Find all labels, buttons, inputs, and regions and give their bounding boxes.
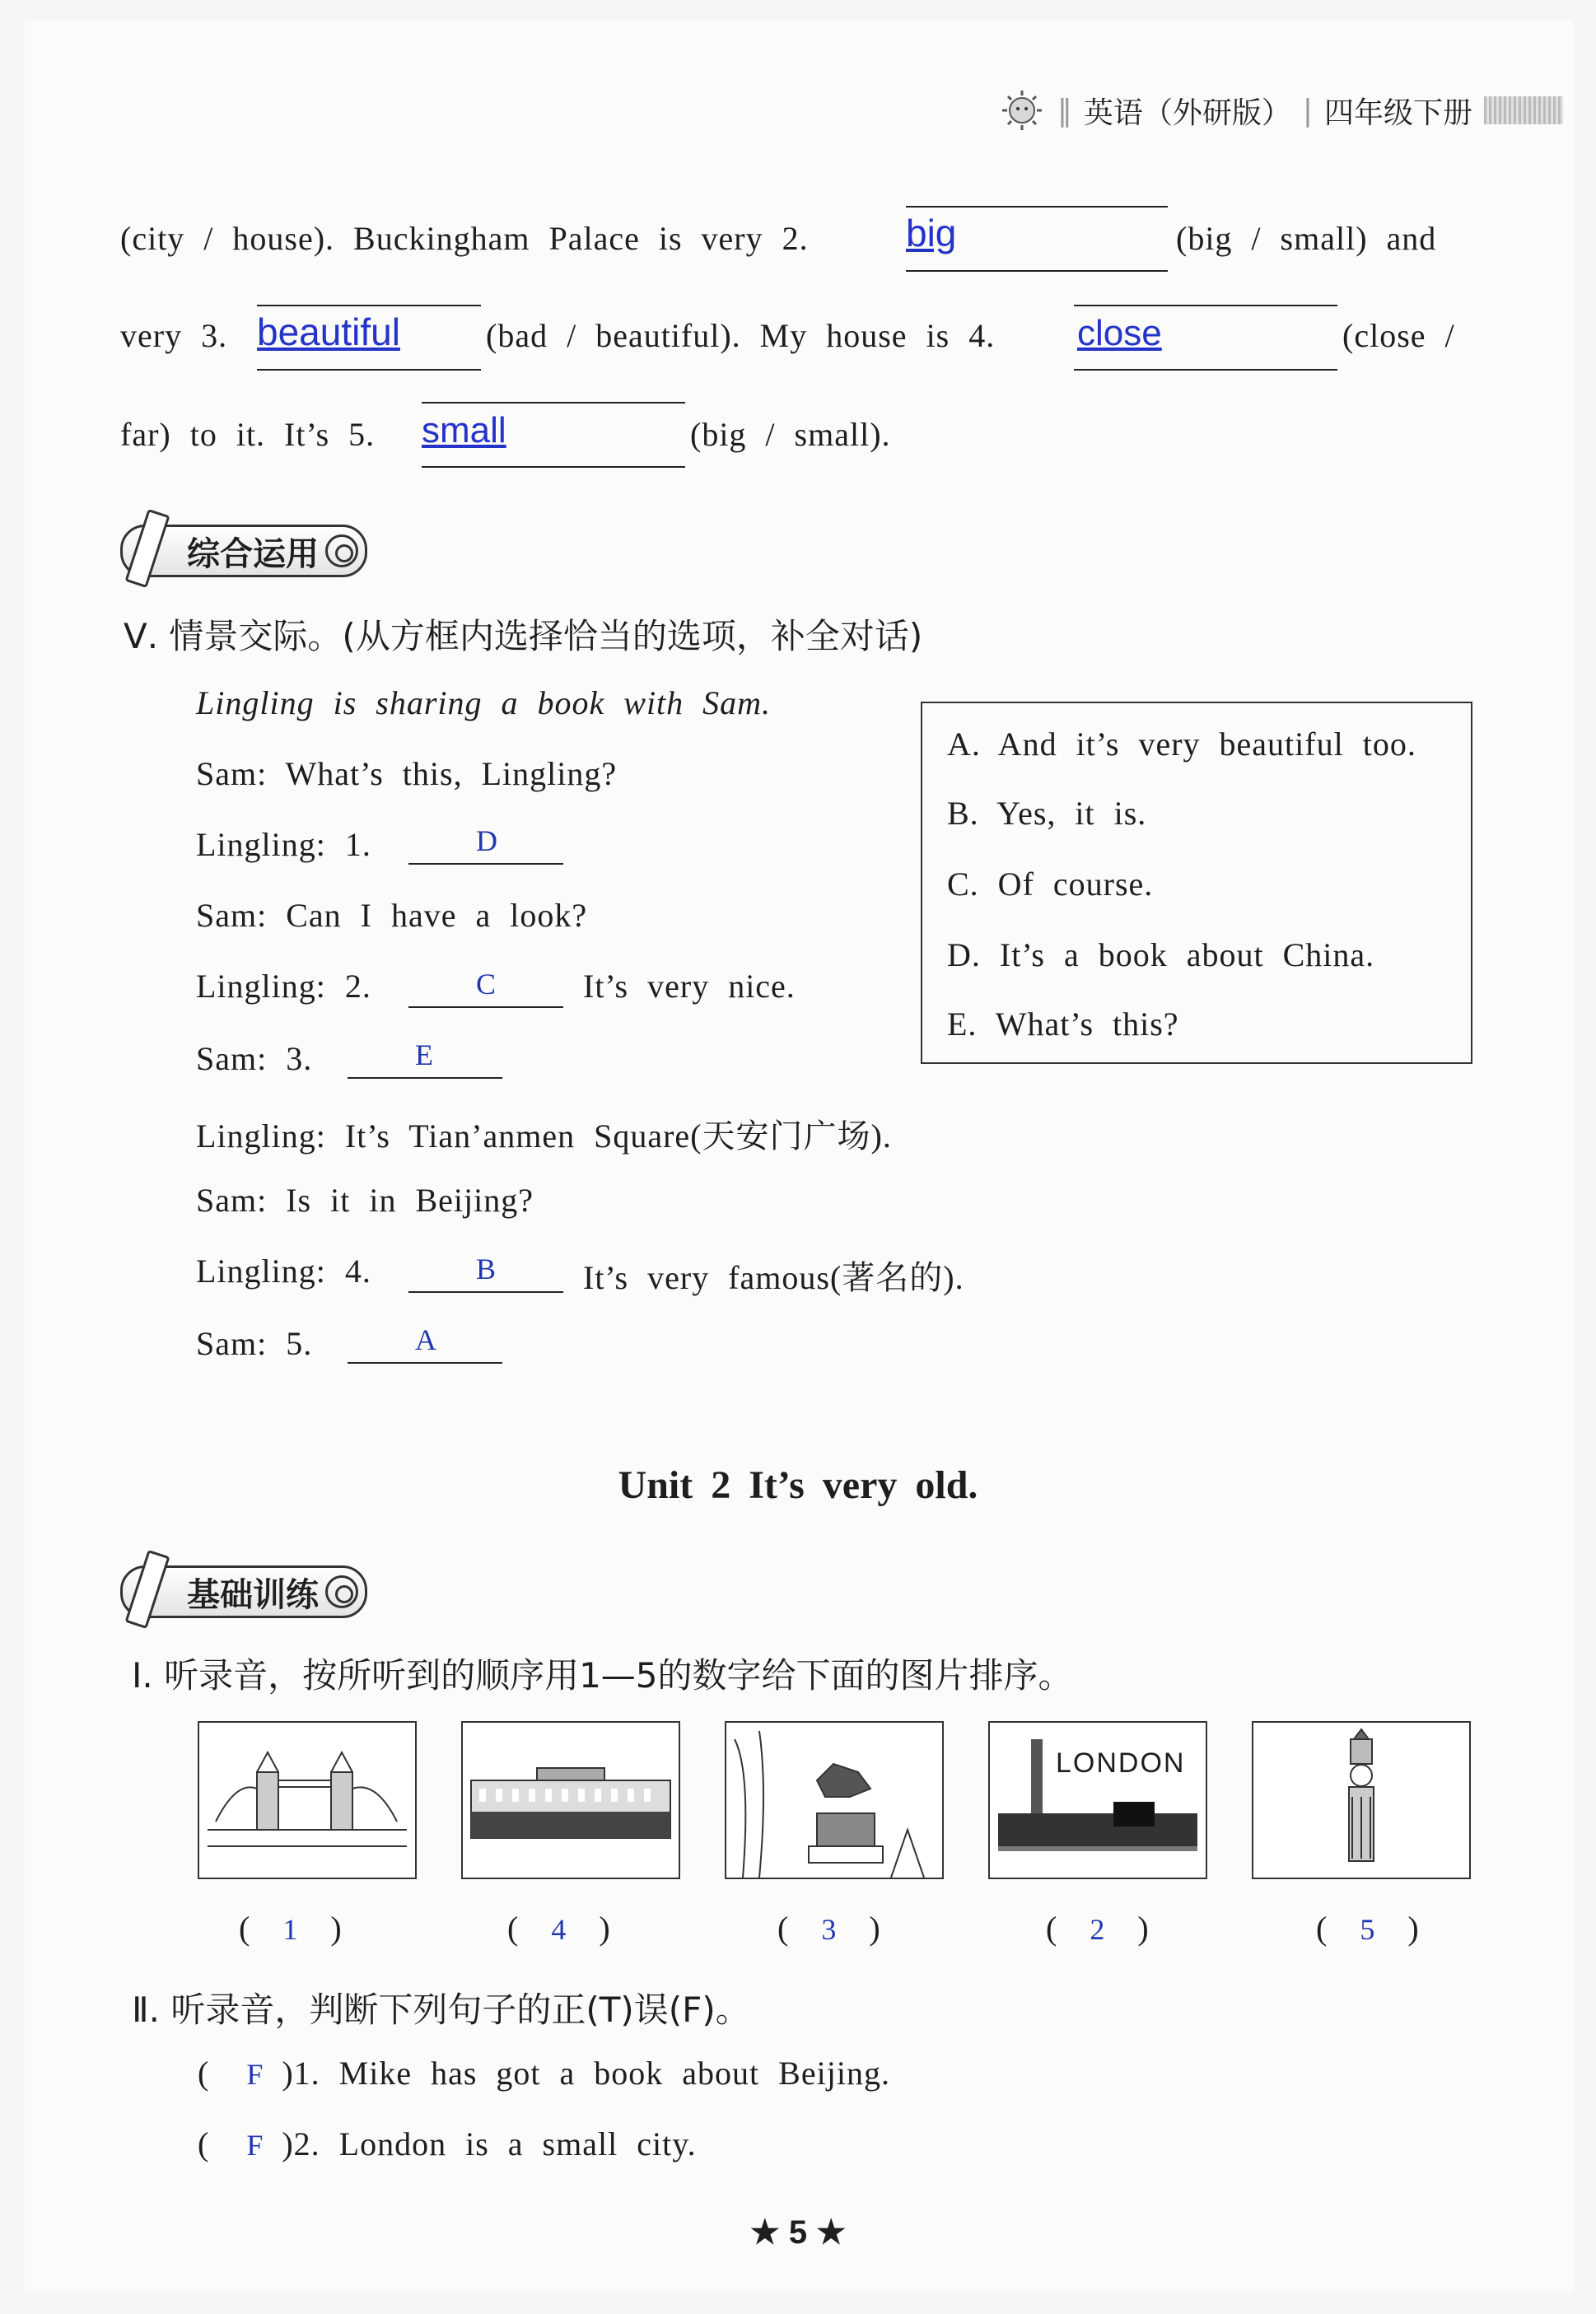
header-grade: 四年级下册 bbox=[1323, 96, 1472, 130]
header-stripe bbox=[1484, 96, 1563, 124]
question-5-heading: Ⅴ. 情景交际。(从方框内选择恰当的选项，补全对话) bbox=[124, 616, 923, 656]
page-header bbox=[998, 89, 1563, 132]
picture-answer-1: ( 1 ) bbox=[239, 1910, 342, 1947]
question-1-heading: Ⅰ. 听录音，按所听到的顺序用1—5的数字给下面的图片排序。 bbox=[132, 1655, 1073, 1696]
london-skyline-icon bbox=[990, 1723, 1206, 1878]
option-e: E. What’s this? bbox=[947, 1005, 1179, 1043]
options-box bbox=[921, 702, 1472, 1064]
dialogue-blank-1 bbox=[408, 863, 563, 865]
exercise-line-1-start: (city / house). Buckingham Palace is very 2. bbox=[120, 220, 809, 257]
dialogue-answer-3: E bbox=[415, 1038, 433, 1071]
london-label: LONDON bbox=[1056, 1747, 1186, 1779]
judge-text-1: )1. Mike has got a book about Beijing. bbox=[282, 2055, 890, 2092]
judge-text-2: )2. London is a small city. bbox=[282, 2125, 697, 2162]
buckingham-palace-icon bbox=[463, 1723, 679, 1878]
answer-4: close bbox=[1077, 313, 1162, 353]
dialogue-line-9: Sam: 5. bbox=[196, 1325, 313, 1362]
picture-5 bbox=[1252, 1721, 1471, 1879]
exercise-line-2-end: (close / bbox=[1342, 317, 1455, 354]
dialogue-line-2 bbox=[196, 825, 371, 864]
exercise-line-3-end: (big / small). bbox=[690, 416, 891, 453]
question-2-heading: Ⅱ. 听录音，判断下列句子的正(T)误(F)。 bbox=[132, 1990, 750, 2030]
big-ben-icon bbox=[1253, 1723, 1469, 1878]
dialogue-blank-5 bbox=[348, 1362, 502, 1364]
section-title: 基础训练 bbox=[187, 1575, 319, 1614]
picture-answer-5: ( 5 ) bbox=[1316, 1910, 1419, 1947]
picture-4 bbox=[988, 1721, 1207, 1879]
dialogue-blank-4 bbox=[408, 1291, 563, 1293]
dialogue-intro: Lingling is sharing a book with Sam. bbox=[196, 684, 772, 721]
tower-bridge-icon bbox=[199, 1723, 415, 1878]
dialogue-line-8: Lingling: 4. bbox=[196, 1253, 371, 1290]
judge-item-2: ( F )2. London is a small city. bbox=[198, 2125, 697, 2162]
answer-2: big bbox=[906, 212, 957, 254]
picture-answer-5-value: 5 bbox=[1360, 1913, 1375, 1946]
sun-logo-icon bbox=[998, 89, 1046, 132]
option-c: C. Of course. bbox=[947, 865, 1154, 903]
dialogue-line-1: Sam: What’s this, Lingling? bbox=[196, 755, 618, 792]
dialogue-blank-2 bbox=[408, 1006, 563, 1008]
picture-answer-4-value: 2 bbox=[1090, 1913, 1105, 1946]
picture-answer-3: ( 3 ) bbox=[777, 1910, 880, 1947]
exercise-line-2-mid: (bad / beautiful). My house is 4. bbox=[486, 317, 996, 354]
exercise-line-2-start: very 3. bbox=[120, 317, 228, 354]
picture-2 bbox=[461, 1721, 680, 1879]
page-number: ★ 5 ★ bbox=[749, 2214, 847, 2251]
dialogue-line-6: Lingling: It’s Tian’anmen Square(天安门广场). bbox=[196, 1117, 892, 1155]
judge-answer-2: F bbox=[246, 2129, 264, 2162]
picture-answer-2: ( 4 ) bbox=[507, 1910, 610, 1947]
exercise-line-1-end: (big / small) and bbox=[1176, 220, 1437, 257]
section-badge-basic bbox=[120, 1565, 367, 1619]
target-icon bbox=[325, 534, 358, 567]
dialogue-line-5: Sam: 3. bbox=[196, 1040, 313, 1077]
exercise-line-1 bbox=[120, 219, 809, 258]
exercise-line-3-start: far) to it. It’s 5. bbox=[120, 416, 376, 453]
header-separator: ‖ bbox=[1057, 93, 1072, 128]
dialogue-answer-1: D bbox=[476, 824, 497, 857]
dialogue-answer-5: A bbox=[415, 1323, 436, 1356]
dialogue-line-4: Lingling: 2. bbox=[196, 968, 371, 1005]
dialogue-line-4-after: It’s very nice. bbox=[583, 968, 796, 1005]
option-d: D. It’s a book about China. bbox=[947, 936, 1375, 973]
picture-answer-1-value: 1 bbox=[282, 1913, 298, 1946]
dialogue-line-3: Sam: Can I have a look? bbox=[196, 897, 588, 934]
section-title: 综合运用 bbox=[187, 534, 319, 573]
option-a: A. And it’s very beautiful too. bbox=[947, 725, 1416, 763]
answer-3: beautiful bbox=[257, 310, 400, 353]
dialogue-answer-2: C bbox=[476, 968, 497, 1001]
option-b: B. Yes, it is. bbox=[947, 795, 1147, 832]
picture-answer-2-value: 4 bbox=[551, 1913, 567, 1946]
picture-1 bbox=[198, 1721, 417, 1879]
target-icon bbox=[325, 1575, 358, 1608]
header-divider: | bbox=[1302, 93, 1313, 128]
picture-answer-4: ( 2 ) bbox=[1046, 1910, 1149, 1947]
judge-item-1: ( F )1. Mike has got a book about Beijing. bbox=[198, 2055, 890, 2092]
picture-3 bbox=[725, 1721, 944, 1879]
dialogue-line-8-after: It’s very famous(著名的). bbox=[583, 1259, 964, 1296]
section-badge-comprehensive bbox=[120, 524, 367, 578]
statue-icon bbox=[726, 1723, 942, 1878]
answer-5: small bbox=[422, 410, 506, 450]
header-subject: 英语（外研版） bbox=[1083, 96, 1291, 130]
unit-title: Unit 2 It’s very old. bbox=[618, 1463, 978, 1507]
dialogue-answer-4: B bbox=[476, 1253, 497, 1285]
dialogue-blank-3 bbox=[348, 1077, 502, 1079]
dialogue-line-2-text: Lingling: 1. bbox=[196, 826, 371, 863]
dialogue-line-7: Sam: Is it in Beijing? bbox=[196, 1182, 534, 1219]
judge-answer-1: F bbox=[246, 2058, 264, 2091]
picture-answer-3-value: 3 bbox=[821, 1913, 837, 1946]
